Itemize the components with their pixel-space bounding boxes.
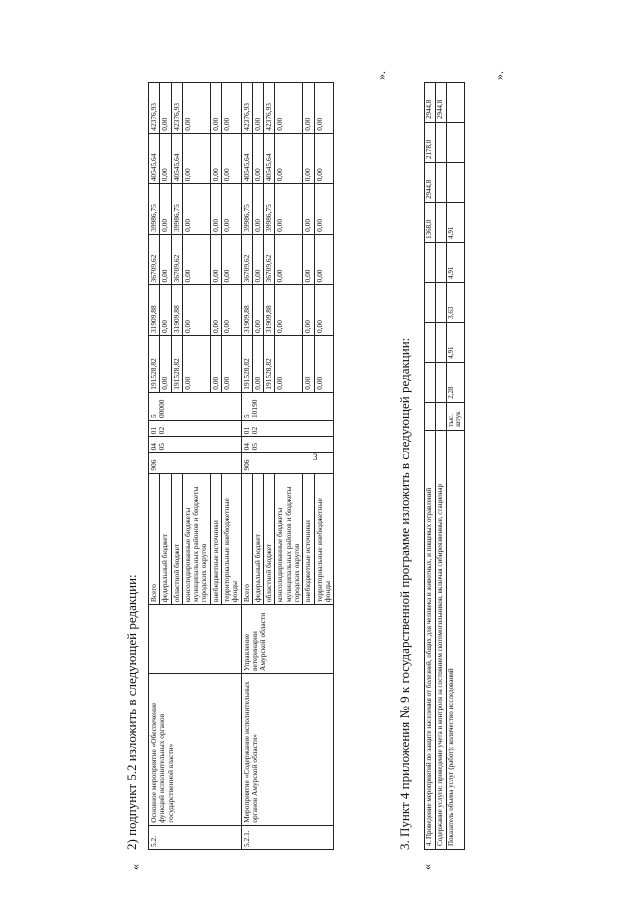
row-label: Содержание услуги: проведение учета и контроля за состоянием скотомогильников, включая сибиреязвенные, стационар — [435, 430, 446, 849]
value-cell: 42376,93 — [171, 83, 182, 134]
value-cell: 2944,8 — [435, 83, 446, 123]
value-cell: 39986,75 — [241, 184, 252, 235]
value-cell: 0,00 — [221, 234, 241, 285]
subprogram-5-2-table — [148, 82, 334, 850]
value-cell: 3,63 — [446, 282, 465, 322]
value-cell: 39986,75 — [149, 184, 160, 235]
value-cell: 191528,82 — [149, 336, 160, 393]
value-cell: 191528,82 — [171, 336, 182, 393]
close-quote-2: ». — [492, 71, 506, 80]
value-cell: 0,00 — [210, 133, 221, 184]
unit-cell: тыс. штук — [446, 402, 465, 430]
funding-source: консолидированные бюджеты муниципальных районов и бюджеты городских округов — [275, 473, 303, 605]
value-cell: 0,00 — [275, 336, 303, 393]
value-cell: 0,00 — [182, 184, 210, 235]
value-cell: 0,00 — [160, 133, 171, 184]
value-cell: 0,00 — [252, 234, 263, 285]
value-cell: 0,00 — [221, 184, 241, 235]
value-cell: 0,00 — [275, 234, 303, 285]
value-cell: 0,00 — [210, 336, 221, 393]
value-cell: 0,00 — [303, 133, 314, 184]
table-row — [435, 83, 446, 850]
value-cell: 4,91 — [446, 242, 465, 282]
section-3-heading: 3. Пункт 4 приложения № 9 к государственной программе изложить в следующей редакции: — [397, 337, 412, 850]
page-number: 3 — [313, 452, 318, 462]
funding-source: внебюджетные источники — [303, 473, 314, 605]
value-cell: 0,00 — [160, 285, 171, 336]
value-cell: 0,00 — [275, 285, 303, 336]
value-cell: 0,00 — [221, 336, 241, 393]
value-cell: 42376,93 — [149, 83, 160, 134]
value-cell: 39986,75 — [264, 184, 275, 235]
value-cell: 0,00 — [221, 285, 241, 336]
value-cell: 40545,64 — [264, 133, 275, 184]
funding-source: федеральный бюджет — [160, 473, 171, 605]
value-cell: 36709,62 — [171, 234, 182, 285]
activity-name: Мероприятие «Содержание исполнительных органов Амурской области» — [241, 673, 334, 825]
value-cell: 40545,64 — [149, 133, 160, 184]
value-cell: 0,00 — [275, 83, 303, 134]
value-cell: 0,00 — [182, 285, 210, 336]
value-cell: 0,00 — [303, 184, 314, 235]
value-cell: 0,00 — [314, 285, 334, 336]
executor — [149, 605, 242, 674]
budget-code-pr: 01 02 — [241, 421, 334, 437]
value-cell: 31909,88 — [149, 285, 160, 336]
value-cell: 0,00 — [314, 83, 334, 134]
appendix-9-table — [424, 82, 465, 850]
value-cell: 191528,82 — [264, 336, 275, 393]
funding-source: областной бюджет — [264, 473, 275, 605]
row-number: 5.2.1. — [241, 825, 334, 849]
value-cell: 4,91 — [446, 322, 465, 362]
funding-source: федеральный бюджет — [252, 473, 263, 605]
budget-code-csr: 5 10190 — [241, 392, 334, 420]
open-quote-2: « — [420, 864, 434, 870]
value-cell: 0,00 — [210, 184, 221, 235]
close-quote-1: ». — [374, 71, 388, 80]
value-cell: 31909,88 — [241, 285, 252, 336]
value-cell: 36709,62 — [149, 234, 160, 285]
value-cell: 0,00 — [252, 285, 263, 336]
value-cell: 0,00 — [160, 83, 171, 134]
row-label: 4. Проведение мероприятий по защите населения от болезней, общих для человека и животных, и пищевых отравлений — [425, 430, 436, 849]
value-cell: 0,00 — [303, 234, 314, 285]
value-cell: 0,00 — [221, 83, 241, 134]
value-cell: 0,00 — [275, 184, 303, 235]
rotated-page-content — [40, 40, 600, 880]
value-cell: 42376,93 — [241, 83, 252, 134]
value-cell: 0,00 — [303, 336, 314, 393]
value-cell: 0,00 — [160, 336, 171, 393]
value-cell: 2178,0 — [425, 123, 436, 163]
value-cell: 0,00 — [252, 184, 263, 235]
row-number: 5.2. — [149, 825, 242, 849]
budget-code-grbs: 906 — [241, 453, 334, 473]
value-cell: 0,00 — [314, 133, 334, 184]
value-cell: 2,28 — [446, 362, 465, 402]
funding-source: областной бюджет — [171, 473, 182, 605]
value-cell: 191528,82 — [241, 336, 252, 393]
value-cell: 40545,64 — [171, 133, 182, 184]
value-cell: 0,00 — [182, 83, 210, 134]
value-cell: 0,00 — [303, 83, 314, 134]
value-cell: 40545,64 — [241, 133, 252, 184]
open-quote-1: « — [128, 864, 142, 870]
value-cell: 31909,88 — [264, 285, 275, 336]
value-cell: 0,00 — [182, 234, 210, 285]
value-cell: 39986,75 — [171, 184, 182, 235]
value-cell: 1368,0 — [425, 202, 436, 242]
value-cell: 0,00 — [160, 184, 171, 235]
budget-code-grbs: 906 — [149, 453, 242, 473]
value-cell: 31909,88 — [171, 285, 182, 336]
table-row — [149, 83, 160, 850]
value-cell: 0,00 — [303, 285, 314, 336]
value-cell: 0,00 — [252, 83, 263, 134]
budget-code-pr: 01 02 — [149, 421, 242, 437]
value-cell: 2944,8 — [425, 83, 436, 123]
value-cell: 0,00 — [314, 184, 334, 235]
funding-source: Всего — [241, 473, 252, 605]
value-cell: 0,00 — [182, 336, 210, 393]
funding-source: консолидированные бюджеты муниципальных районов и бюджеты городских округов — [182, 473, 210, 605]
section-2-heading: 2) подпункт 5.2 изложить в следующей редакции: — [124, 574, 139, 850]
value-cell: 36709,62 — [241, 234, 252, 285]
value-cell: 0,00 — [252, 133, 263, 184]
value-cell: 0,00 — [252, 336, 263, 393]
value-cell: 2944,8 — [425, 162, 436, 202]
funding-source: Всего — [149, 473, 160, 605]
value-cell: 0,00 — [221, 133, 241, 184]
executor: Управление ветеринарии Амурской области — [241, 605, 334, 674]
value-cell: 0,00 — [275, 133, 303, 184]
table-row — [241, 83, 252, 850]
value-cell: 36709,62 — [264, 234, 275, 285]
value-cell: 0,00 — [314, 234, 334, 285]
value-cell: 0,00 — [210, 234, 221, 285]
budget-code-rz: 04 05 — [149, 437, 242, 453]
value-cell: 0,00 — [210, 285, 221, 336]
value-cell: 0,00 — [314, 336, 334, 393]
funding-source: территориальные внебюджетные фонды — [314, 473, 334, 605]
budget-code-rz: 04 05 — [241, 437, 334, 453]
activity-name: Основное мероприятие «Обеспечение функций исполнительных органов государственной власти» — [149, 673, 242, 825]
funding-source: территориальные внебюджетные фонды — [221, 473, 241, 605]
value-cell: 0,00 — [210, 83, 221, 134]
funding-source: внебюджетные источники — [210, 473, 221, 605]
budget-code-csr: 5 00000 — [149, 392, 242, 420]
value-cell: 4,91 — [446, 202, 465, 242]
table-row — [425, 83, 436, 850]
row-label: Показатель объема услуг (работ): количество исследований — [446, 430, 465, 849]
value-cell: 42376,93 — [264, 83, 275, 134]
value-cell: 0,00 — [160, 234, 171, 285]
table-row — [446, 83, 465, 850]
value-cell: 0,00 — [182, 133, 210, 184]
